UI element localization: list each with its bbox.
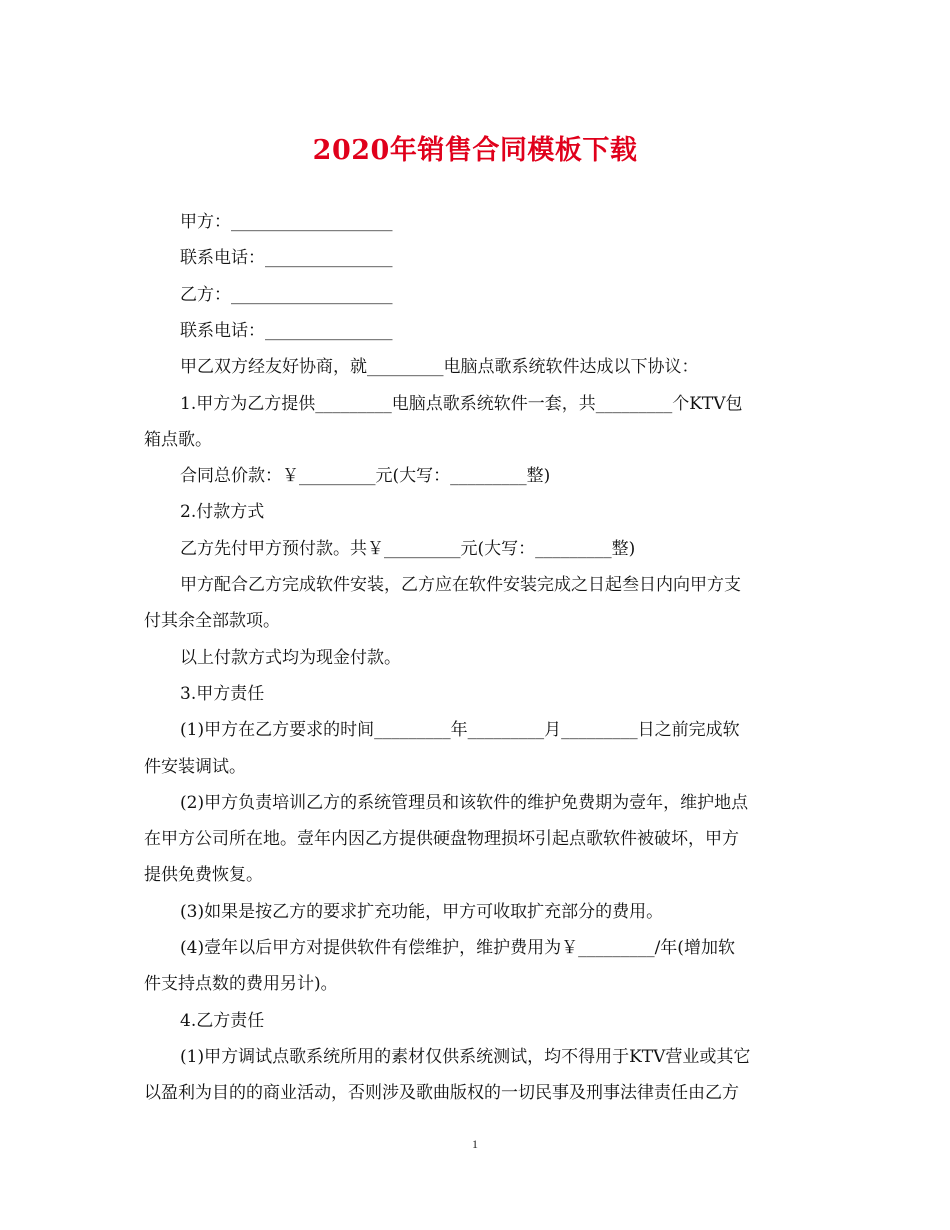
page-number: 1 [472,1137,478,1151]
party-a-duty-2-line-1: (2)甲方负责培训乙方的系统管理员和该软件的维护免费期为壹年，维护地点 [180,793,749,813]
total-price-line: 合同总价款：￥_________元(大写：_________整) [180,466,551,486]
section-3-heading: 3.甲方责任 [180,684,265,704]
section-4-heading: 4.乙方责任 [180,1011,265,1031]
prepayment-line: 乙方先付甲方预付款。共￥_________元(大写：_________整) [180,539,636,559]
clause-1-line-1: 1.甲方为乙方提供_________电脑点歌系统软件一套，共_________个KTV包 [180,394,743,414]
party-b-line: 乙方：___________________ [180,285,393,305]
clause-1-line-2: 箱点歌。 [144,430,212,450]
document-title: 2020年销售合同模板下载 [312,135,638,166]
agreement-intro: 甲乙双方经友好协商，就_________电脑点歌系统软件达成以下协议： [180,357,699,377]
party-a-duty-2-line-2: 在甲方公司所在地。壹年内因乙方提供硬盘物理损坏引起点歌软件被破坏，甲方 [144,829,739,849]
party-a-phone-line: 联系电话：_______________ [180,248,393,268]
party-a-duty-1-line-2: 件安装调试。 [144,757,246,777]
party-a-duty-2-line-3: 提供免费恢复。 [144,865,263,885]
payment-clause-line-1: 甲方配合乙方完成软件安装，乙方应在软件安装完成之日起叁日内向甲方支 [180,575,741,595]
party-a-duty-4-line-1: (4)壹年以后甲方对提供软件有偿维护，维护费用为￥_________/年(增加软 [180,938,735,958]
party-b-phone-line: 联系电话：_______________ [180,321,393,341]
party-a-duty-3-line: (3)如果是按乙方的要求扩充功能，甲方可收取扩充部分的费用。 [180,902,664,922]
party-a-duty-1-line-1: (1)甲方在乙方要求的时间_________年_________月_________日之前完成软 [180,720,740,740]
party-a-line: 甲方：___________________ [180,212,393,232]
cash-payment-line: 以上付款方式均为现金付款。 [180,648,401,668]
party-a-duty-4-line-2: 件支持点数的费用另计)。 [144,974,338,994]
party-b-duty-1-line-1: (1)甲方调试点歌系统所用的素材仅供系统测试，均不得用于KTV营业或其它 [180,1047,751,1067]
payment-clause-line-2: 付其余全部款项。 [144,611,280,631]
section-2-heading: 2.付款方式 [180,502,265,522]
party-b-duty-1-line-2: 以盈利为目的的商业活动，否则涉及歌曲版权的一切民事及刑事法律责任由乙方 [144,1083,739,1103]
